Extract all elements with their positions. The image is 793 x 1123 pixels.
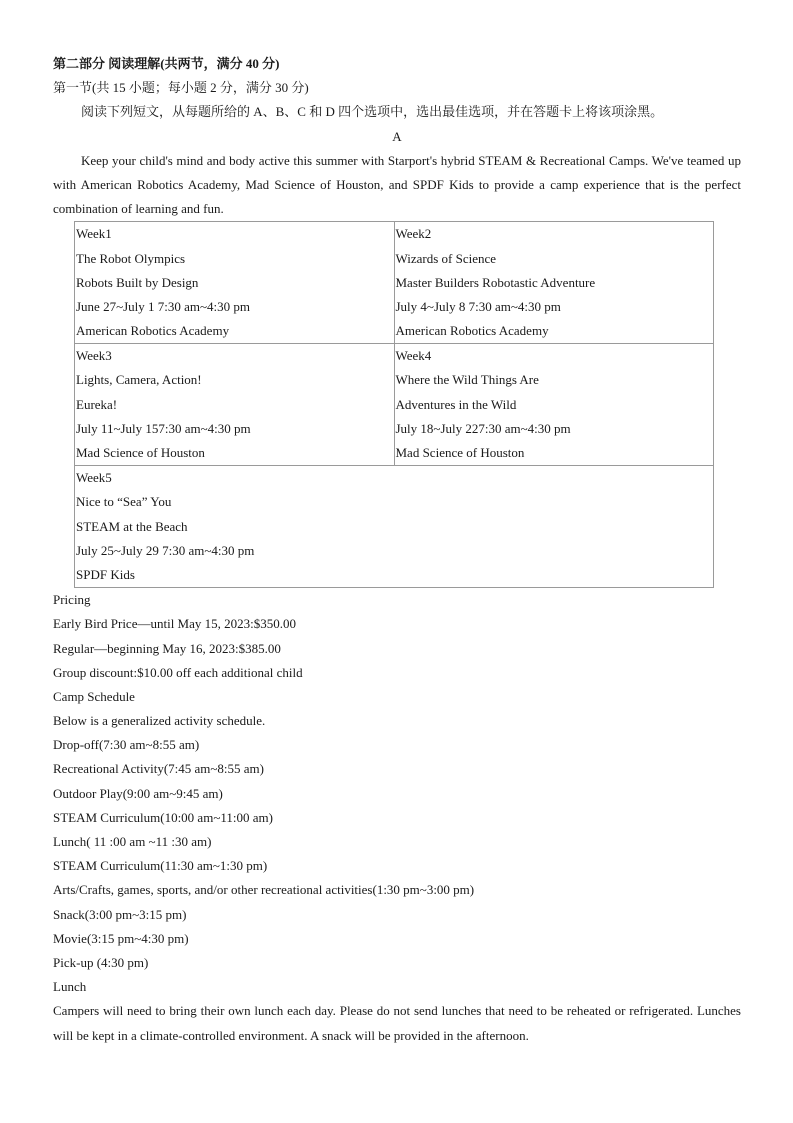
schedule-item: Snack(3:00 pm~3:15 pm) xyxy=(53,906,187,922)
subsection-title: 第一节(共 15 小题；每小题 2 分，满分 30 分) xyxy=(53,80,309,96)
instructions: 阅读下列短文，从每题所给的 A、B、C 和 D 四个选项中，选出最佳选项，并在答题卡上将该项涂黑。 xyxy=(81,104,664,120)
lunch-heading: Lunch xyxy=(53,979,87,995)
week-dates: July 25~July 29 7:30 am~4:30 pm xyxy=(76,542,255,558)
week-dates: June 27~July 1 7:30 am~4:30 pm xyxy=(76,298,251,314)
pricing-heading: Pricing xyxy=(53,592,91,608)
week-theme: The Robot Olympics xyxy=(76,250,186,266)
week-subtitle: Master Builders Robotastic Adventure xyxy=(395,274,596,290)
week-provider: Mad Science of Houston xyxy=(395,445,525,461)
week-cell xyxy=(75,344,395,466)
schedule-item: Drop-off(7:30 am~8:55 am) xyxy=(53,737,200,753)
week-provider: SPDF Kids xyxy=(76,566,135,582)
passage-label: A xyxy=(392,128,402,144)
week-theme: Where the Wild Things Are xyxy=(395,372,539,388)
week-dates: July 11~July 157:30 am~4:30 pm xyxy=(76,420,251,436)
week-theme: Lights, Camera, Action! xyxy=(76,372,202,388)
pricing-early-bird: Early Bird Price—until May 15, 2023:$350.00 xyxy=(53,616,297,632)
document-page xyxy=(53,52,741,1048)
schedule-item: STEAM Curriculum(11:30 am~1:30 pm) xyxy=(53,858,268,874)
schedule-item: Recreational Activity(7:45 am~8:55 am) xyxy=(53,761,265,777)
week-provider: American Robotics Academy xyxy=(76,323,230,339)
schedule-item: Movie(3:15 pm~4:30 pm) xyxy=(53,930,189,946)
week-provider: American Robotics Academy xyxy=(395,323,549,339)
schedule-item: Pick-up (4:30 pm) xyxy=(53,954,149,970)
week-dates: July 4~July 8 7:30 am~4:30 pm xyxy=(395,298,561,314)
week-number: Week1 xyxy=(76,226,112,242)
week-subtitle: Robots Built by Design xyxy=(76,274,199,290)
week-subtitle: Adventures in the Wild xyxy=(395,396,517,412)
week-provider: Mad Science of Houston xyxy=(76,445,205,461)
schedule-item: Lunch( 11 :00 am ~11 :30 am) xyxy=(53,834,212,850)
week-subtitle: Eureka! xyxy=(76,396,118,412)
week-number: Week5 xyxy=(76,470,112,486)
schedule-item: Outdoor Play(9:00 am~9:45 am) xyxy=(53,785,223,801)
schedule-item: STEAM Curriculum(10:00 am~11:00 am) xyxy=(53,809,273,825)
week-cell xyxy=(394,222,714,344)
week-cell xyxy=(75,466,714,588)
table-row xyxy=(75,344,714,466)
intro-paragraph: Keep your child's mind and body active this summer with Starport's hybrid STEAM & Recreational Camps. We've teamed up with American Robotics Academy, Mad Science of Houston, and SPDF Kids to provide a camp experience that is the perfect combination of learning and fun. xyxy=(53,152,741,217)
section-title: 第二部分 阅读理解(共两节，满分 40 分) xyxy=(53,56,280,71)
table-row xyxy=(75,222,714,344)
week-cell xyxy=(75,222,395,344)
schedule-item: Arts/Crafts, games, sports, and/or other recreational activities(1:30 pm~3:00 pm) xyxy=(53,882,475,898)
week-number: Week2 xyxy=(395,226,432,242)
pricing-group-discount: Group discount:$10.00 off each additional child xyxy=(53,664,303,680)
table-row xyxy=(75,466,714,588)
schedule-list xyxy=(53,733,741,975)
weeks-table xyxy=(74,221,714,588)
week-theme: Wizards of Science xyxy=(395,250,497,266)
schedule-heading: Camp Schedule xyxy=(53,688,135,704)
week-number: Week3 xyxy=(76,348,112,364)
lunch-text: Campers will need to bring their own lunch each day. Please do not send lunches that need to be reheated or refrigerated. Lunches will be kept in a climate-controlled environment. A snack will be provided in the afternoon. xyxy=(53,1003,741,1043)
pricing-regular: Regular—beginning May 16, 2023:$385.00 xyxy=(53,640,281,656)
week-cell xyxy=(394,344,714,466)
week-number: Week4 xyxy=(395,348,432,364)
week-theme: Nice to “Sea” You xyxy=(76,494,172,510)
week-subtitle: STEAM at the Beach xyxy=(76,518,188,534)
schedule-intro: Below is a generalized activity schedule. xyxy=(53,713,266,729)
week-dates: July 18~July 227:30 am~4:30 pm xyxy=(395,420,571,436)
